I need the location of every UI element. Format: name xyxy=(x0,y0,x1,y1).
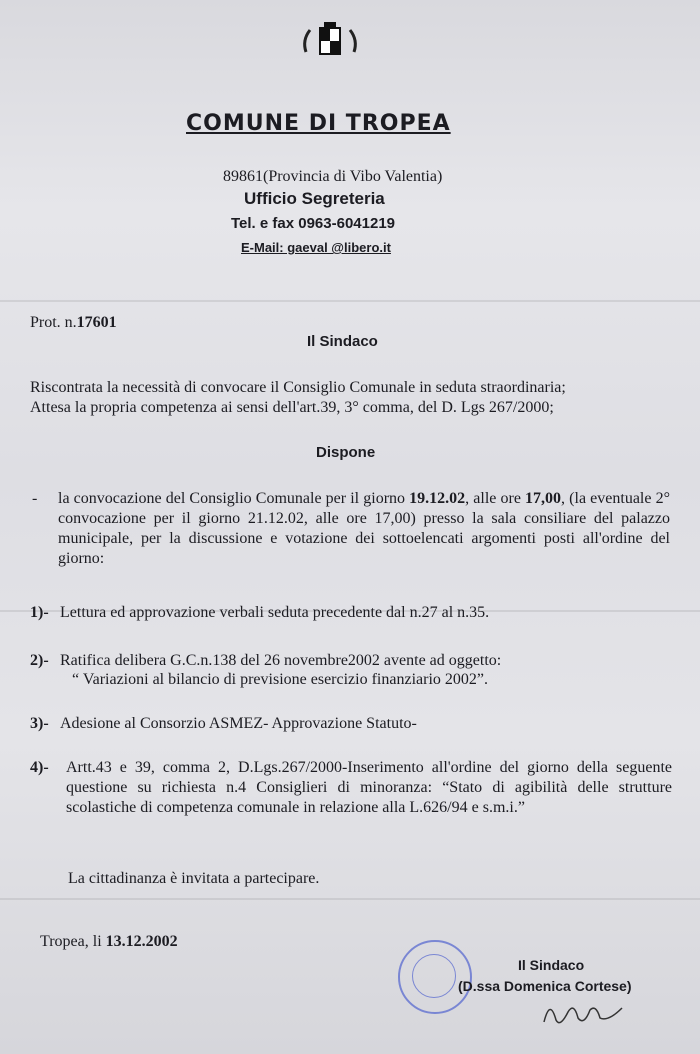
convocation-time: 17,00 xyxy=(525,490,562,507)
convocation-paragraph xyxy=(58,489,670,569)
signatory-name: (D.ssa Domenica Cortese) xyxy=(458,978,632,994)
handwritten-signature-icon xyxy=(538,992,628,1032)
item-text: Lettura ed approvazione verbali seduta precedente dal n.27 al n.35. xyxy=(60,604,490,621)
convocation-date: 19.12.02 xyxy=(409,490,466,507)
bullet: - xyxy=(32,490,38,507)
item-text: Adesione al Consorzio ASMEZ- Approvazione Statuto- xyxy=(60,715,417,732)
protocol-number xyxy=(30,313,117,333)
convocation-text: , (la eventuale 2° convocazione per il giorno 21.12.02, alle ore 17,00) presso la sala consiliare del palazzo municipale, per la discussione e votazione dei sottoelencati argomenti posti all'ordine del giorno: xyxy=(58,490,670,567)
sindaco-heading: Il Sindaco xyxy=(307,333,378,350)
item-number: 4)- xyxy=(30,759,49,776)
signatory-title: Il Sindaco xyxy=(518,957,585,973)
dispone-heading: Dispone xyxy=(316,444,376,461)
item-text: Ratifica delibera G.C.n.138 del 26 novembre2002 avente ad oggetto: xyxy=(60,652,502,669)
item-text-continued: “ Variazioni al bilancio di previsione esercizio finanziario 2002”. xyxy=(72,671,488,688)
email: E-Mail: gaeval @libero.it xyxy=(241,240,391,255)
item-number: 3)- xyxy=(30,715,49,732)
intro-line-2: Attesa la propria competenza ai sensi dell'art.39, 3° comma, del D. Lgs 267/2000; xyxy=(30,399,554,416)
phone-fax: Tel. e fax 0963-6041219 xyxy=(231,215,396,232)
item-number: 2)- xyxy=(30,652,49,669)
item-text: Artt.43 e 39, comma 2, D.Lgs.267/2000-Inserimento all'ordine del giorno della seguente questione su richiesta n.4 Consiglieri di minoranza: “Stato di agibilità delle strutture scolastiche di competenza comunale in relazione alla L.626/94 e s.m.i.” xyxy=(66,759,672,816)
municipality-title: COMUNE DI TROPEA xyxy=(186,111,451,136)
place-date xyxy=(40,932,178,952)
intro-line-1: Riscontrata la necessità di convocare il Consiglio Comunale in seduta straordinaria; xyxy=(30,379,566,396)
office-name: Ufficio Segreteria xyxy=(244,189,385,208)
convocation-text: , alle ore xyxy=(465,490,526,507)
convocation-text: la convocazione del Consiglio Comunale per il giorno xyxy=(58,490,410,507)
stamp-inner-ring xyxy=(412,954,456,998)
protocol-prefix: Prot. n. xyxy=(30,314,77,331)
item-number: 1)- xyxy=(30,604,49,621)
coat-of-arms-icon xyxy=(300,22,360,62)
protocol-value: 17601 xyxy=(76,314,117,331)
paper-crease xyxy=(0,300,700,302)
document-date: 13.12.2002 xyxy=(105,933,178,950)
address: 89861(Provincia di Vibo Valentia) xyxy=(223,168,443,185)
paper-crease xyxy=(0,898,700,900)
place-date-prefix: Tropea, li xyxy=(40,933,106,950)
invitation-text: La cittadinanza è invitata a partecipare. xyxy=(68,870,320,887)
